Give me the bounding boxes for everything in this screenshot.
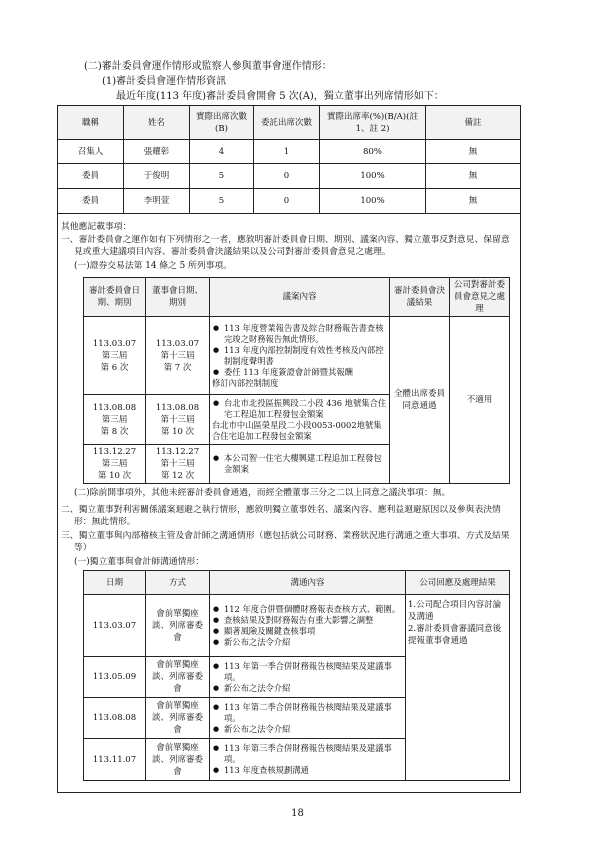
cell-remark: 無	[426, 140, 521, 164]
item-3-sub: (一)獨立董事與會計師溝通情形：	[74, 557, 205, 567]
cell-audit-date: 113.08.08 第三屆 第 8 次	[84, 395, 146, 445]
communication-table	[83, 570, 510, 781]
cell-content	[210, 698, 406, 739]
list-item: ● 新公布之法令介紹	[224, 637, 403, 648]
list-item: ● 委任 113 年度簽證會計師暨其報酬	[224, 367, 387, 378]
cell-name: 李明萱	[124, 189, 190, 214]
cell-content	[210, 739, 406, 781]
cell-remark: 無	[426, 189, 521, 214]
col-content: 溝通內容	[210, 571, 406, 595]
cell-handling: 不適用	[450, 317, 510, 484]
table-row	[58, 140, 521, 164]
cell-name: 張耀彰	[124, 140, 190, 164]
cell-board-date: 113.08.08 第十三屆 第 10 次	[146, 395, 210, 445]
list-item: ● 顯著風險及關鍵查核事項	[224, 626, 403, 637]
col-method: 方式	[146, 571, 210, 595]
proposal-extra: 修訂內部控制制度	[212, 377, 279, 388]
response-1: 1.公司配合項目內容討論及溝通	[408, 600, 502, 622]
list-item: ● 查核結果及對財務報告有重大影響之調整	[224, 615, 403, 626]
table-row	[84, 317, 510, 395]
cell-result: 全體出席委員同意通過	[390, 317, 450, 484]
cell-attended: 4	[190, 140, 254, 164]
cell-response	[406, 595, 510, 781]
list-item: ● 113 年度營業報告書及綜合財務報告書查核完竣之財務報告無此情形。	[224, 323, 387, 345]
cell-audit-date: 113.03.07 第三屆 第 6 次	[84, 317, 146, 395]
cell-proxy: 1	[254, 140, 320, 164]
col-date: 日期	[84, 571, 146, 595]
cell-content	[210, 657, 406, 698]
cell-date: 113.03.07	[84, 595, 146, 657]
cell-attended: 5	[190, 189, 254, 214]
cell-proxy: 0	[254, 164, 320, 189]
cell-title: 委員	[58, 189, 124, 214]
col-response: 公司回應及處理結果	[406, 571, 510, 595]
cell-remark: 無	[426, 164, 521, 189]
cell-board-date: 113.03.07 第十三屆 第 7 次	[146, 317, 210, 395]
table-row	[84, 595, 510, 657]
list-item: ● 113 年度內部控制制度有效性考核及內部控制制度聲明書	[224, 345, 387, 367]
matters-header-row	[84, 278, 510, 317]
cell-proxy: 0	[254, 189, 320, 214]
col-name: 姓名	[124, 106, 190, 140]
col-remark: 備註	[426, 106, 521, 140]
list-item: ● 113 年第三季合併財務報告核閱結果及建議事項。	[224, 743, 403, 765]
list-item: ● 新公布之法令介紹	[224, 683, 403, 694]
proposal-extra: 台北市中山區榮星段二小段0053-0002地號集合住宅追加工程發包金額案	[212, 419, 382, 441]
note-2: (二)除前開事項外，其他未經審計委員會通過，而經全體董事三分之二以上同意之議決事項：無。	[74, 488, 451, 498]
cell-date: 113.11.07	[84, 739, 146, 781]
table-row	[58, 164, 521, 189]
cell-proposal	[210, 395, 390, 445]
cell-audit-date: 113.12.27 第三屆 第 10 次	[84, 445, 146, 484]
list-item: ● 113 年度查核規劃溝通	[224, 765, 403, 776]
col-attended: 實際出席次數(B)	[190, 106, 254, 140]
cell-rate: 80%	[320, 140, 426, 164]
cell-date: 113.05.09	[84, 657, 146, 698]
cell-method: 會前單獨座談、列席審委會	[146, 698, 210, 739]
notes-title: 其他應記載事項：	[61, 222, 132, 232]
matters-table	[83, 277, 510, 484]
attendance-header-row	[58, 106, 521, 140]
list-item: ● 113 年第一季合併財務報告核閱結果及建議事項。	[224, 661, 403, 683]
list-item: ● 台北市北投區振興段二小段 436 地號集合住宅工程追加工程發包金額案	[224, 398, 387, 420]
cell-content	[210, 595, 406, 657]
cell-name: 于俊明	[124, 164, 190, 189]
cell-attended: 5	[190, 164, 254, 189]
cell-rate: 100%	[320, 189, 426, 214]
cell-title: 委員	[58, 164, 124, 189]
item-3: 三、獨立董事與內部稽核主管及會計師之溝通情形（應包括就公司財務、業務狀況進行溝通之重大事項、方式及結果等）	[61, 531, 510, 553]
cell-board-date: 113.12.27 第十三屆 第 12 次	[146, 445, 210, 484]
col-handling: 公司對審計委員會意見之處理	[450, 278, 510, 317]
cell-method: 會前單獨座談、列席審委會	[146, 595, 210, 657]
cell-rate: 100%	[320, 164, 426, 189]
col-proposal: 議案內容	[210, 278, 390, 317]
col-result: 審計委員會決議結果	[390, 278, 450, 317]
cell-proposal	[210, 445, 390, 484]
col-rate: 實際出席率(%)(B/A)(註 1、註 2)	[320, 106, 426, 140]
list-item: ● 本公司智一住宅大樓興建工程追加工程發包金額案	[224, 453, 387, 475]
col-board-date: 董事會日期、期別	[146, 278, 210, 317]
section-heading: (二)審計委員會運作情形或監察人參與董事會運作情形：	[84, 61, 332, 72]
table-row	[58, 189, 521, 214]
notes-item-1: 一、審計委員會之運作如有下列情形之一者，應敘明審計委員會日期、期別、議案內容、獨立董事反對意見、保留意見或重大建議項目內容、審計委員會決議結果以及公司對審計委員會意見之處理。	[61, 235, 510, 257]
col-title: 職稱	[58, 106, 124, 140]
attendance-table	[57, 105, 521, 214]
list-item: ● 新公布之法令介紹	[224, 724, 403, 735]
col-proxy: 委託出席次數	[254, 106, 320, 140]
subsection-heading: (1)審計委員會運作情形資訊	[102, 76, 227, 87]
comm-header-row	[84, 571, 510, 595]
notes-item-1-sub: (一)證券交易法第 14 條之 5 所列事項。	[74, 261, 232, 271]
list-item: ● 112 年度合併暨個體財務報表查核方式、範圍。	[224, 604, 403, 615]
cell-title: 召集人	[58, 140, 124, 164]
col-audit-date: 審計委員會日期、期別	[84, 278, 146, 317]
response-2: 2.審計委員會審議同意後提報董事會通過	[408, 624, 502, 646]
cell-date: 113.08.08	[84, 698, 146, 739]
cell-method: 會前單獨座談、列席審委會	[146, 657, 210, 698]
meeting-summary: 最近年度(113 年度)審計委員會開會 5 次(A)，獨立董事出列席情形如下：	[116, 91, 444, 102]
cell-proposal	[210, 317, 390, 395]
cell-method: 會前單獨座談、列席審委會	[146, 739, 210, 781]
item-2: 二、獨立董事對利害關係議案迴避之執行情形，應敘明獨立董事姓名、議案內容、應利益迴避原因以及參與表決情形：無此情形。	[61, 505, 501, 527]
list-item: ● 113 年第二季合併財務報告核閱結果及建議事項。	[224, 702, 403, 724]
page-number: 18	[291, 808, 304, 819]
